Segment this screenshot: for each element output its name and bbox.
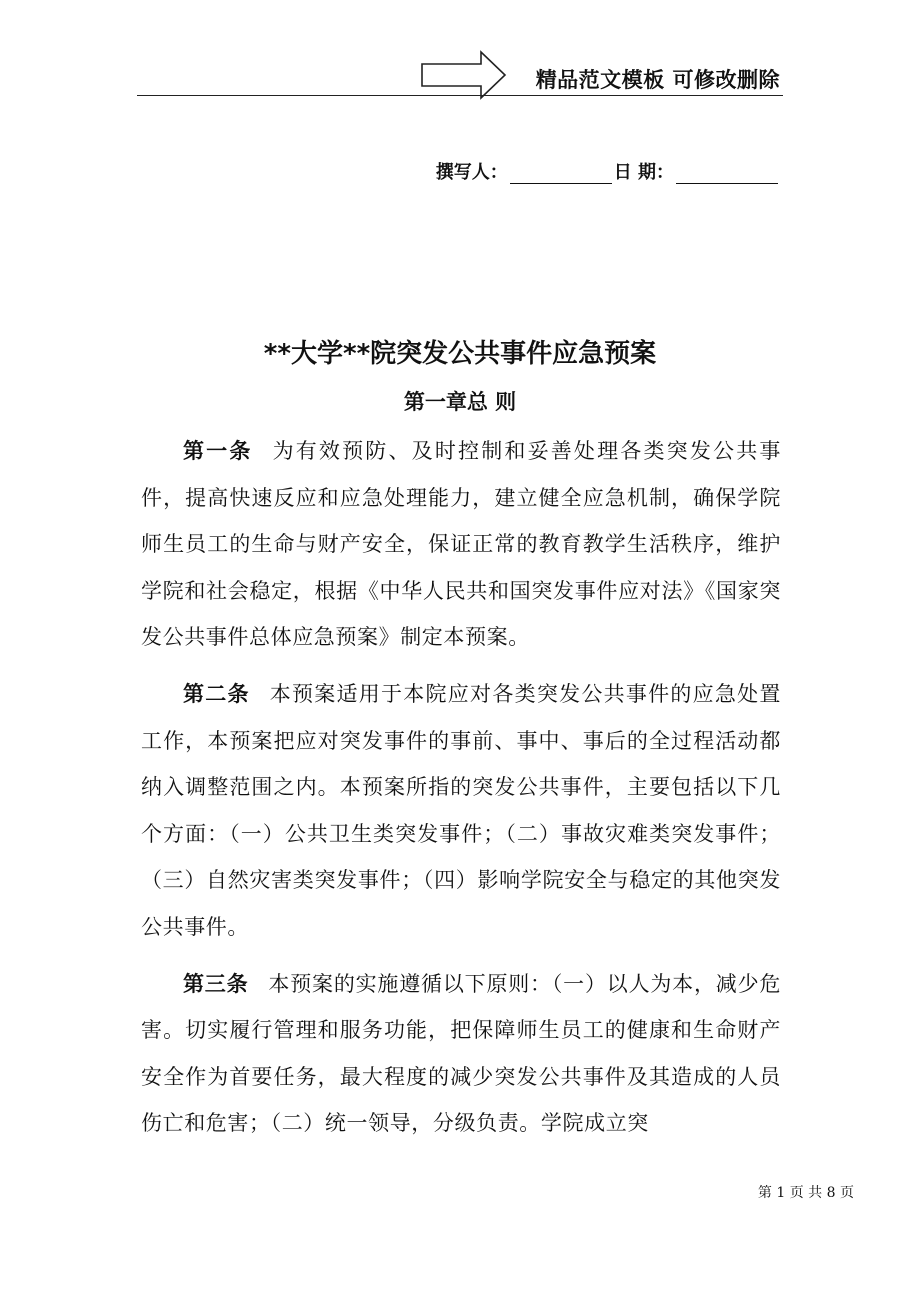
header-rule <box>137 95 783 96</box>
article-3 <box>141 961 781 1147</box>
chapter-heading: 第一章总 则 <box>403 390 517 414</box>
article-2 <box>141 671 781 951</box>
article-label: 第一条 <box>183 439 253 463</box>
document-title: **大学**院突发公共事件应急预案 <box>263 339 657 369</box>
article-1 <box>141 428 781 661</box>
header-text: 精品范文模板 可修改删除 <box>535 68 780 92</box>
date-blank <box>676 163 778 184</box>
author-label: 撰写人： <box>435 162 508 183</box>
right-arrow-icon <box>421 50 507 100</box>
article-label: 第三条 <box>183 971 249 996</box>
author-blank <box>510 163 612 184</box>
article-text: 本预案的实施遵循以下原则：（一）以人为本，减少危害。切实履行管理和服务功能，把保障师生员工的健康和生命财产安全作为首要任务，最大程度的减少突发公共事件及其造成的人员伤亡和危害；（二）统一领导，分级负责。学院成立突 <box>141 971 781 1136</box>
document-body <box>141 428 781 1157</box>
author-date-line <box>436 158 780 184</box>
article-label: 第二条 <box>183 681 250 706</box>
article-text: 本预案适用于本院应对各类突发公共事件的应急处置工作，本预案把应对突发事件的事前、事中、事后的全过程活动都纳入调整范围之内。本预案所指的突发公共事件，主要包括以下几个方面：（一）公共卫生类突发事件；（二）事故灾难类突发事件；（三）自然灾害类突发事件；（四）影响学院安全与稳定的其他突发公共事件。 <box>141 681 781 939</box>
article-text: 为有效预防、及时控制和妥善处理各类突发公共事件，提高快速反应和应急处理能力，建立健全应急机制，确保学院师生员工的生命与财产安全，保证正常的教育教学生活秩序，维护学院和社会稳定，根据《中华人民共和国突发事件应对法》《国家突发公共事件总体应急预案》制定本预案。 <box>141 439 781 650</box>
page-number: 第 1 页 共 8 页 <box>757 1185 854 1201</box>
date-label: 日 期： <box>613 162 674 183</box>
